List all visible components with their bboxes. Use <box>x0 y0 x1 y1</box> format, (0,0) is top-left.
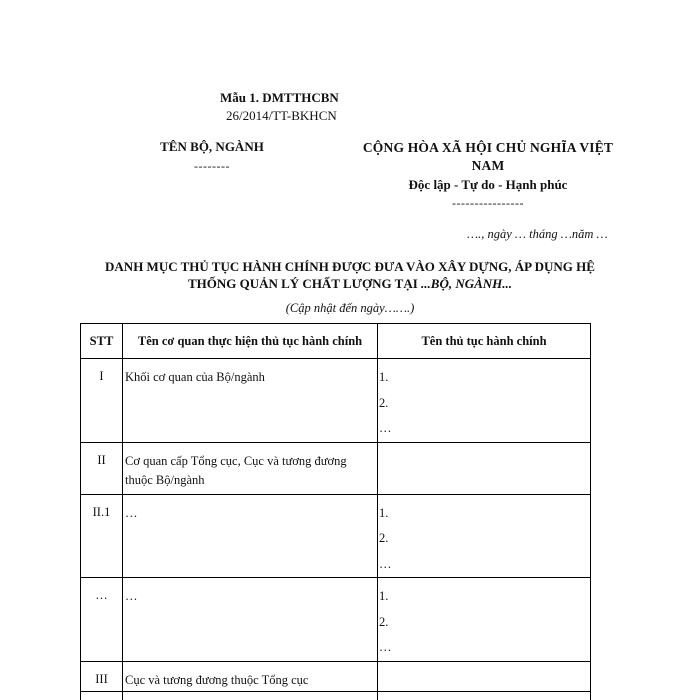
procedure-cell <box>378 359 591 443</box>
table-row <box>81 442 591 494</box>
procedure-item: 1. <box>379 505 389 520</box>
header-stt: STT <box>81 324 123 359</box>
table-row <box>81 691 591 700</box>
procedure-item: 1. <box>379 370 389 384</box>
date-line: …., ngày … tháng …năm … <box>467 227 608 241</box>
form-code: Mẫu 1. DMTTHCBN <box>220 90 339 105</box>
ministry-divider: -------- <box>194 159 230 173</box>
procedure-item: … <box>379 421 392 435</box>
title-line-2-italic: ...BỘ, NGÀNH... <box>421 276 513 291</box>
procedure-table <box>80 323 591 700</box>
agency-cell <box>123 691 378 700</box>
title-line-2 <box>80 275 620 292</box>
republic-name: CỘNG HÒA XÃ HỘI CHỦ NGHĨA VIỆT NAM <box>362 140 614 173</box>
procedure-item: … <box>379 556 392 571</box>
procedure-cell <box>378 691 591 700</box>
stt-cell: … <box>81 578 123 662</box>
table-row <box>81 661 591 691</box>
procedure-cell <box>378 494 591 578</box>
agency-cell: Cơ quan cấp Tổng cục, Cục và tương đương thuộc Bộ/ngành <box>123 442 378 494</box>
stt-cell: I <box>81 359 123 443</box>
agency-cell: Khối cơ quan của Bộ/ngành <box>123 359 378 443</box>
stt-cell: II <box>81 442 123 494</box>
document-subtitle: (Cập nhật đến ngày…….) <box>285 301 415 315</box>
procedure-cell <box>378 442 591 494</box>
ministry-block <box>150 139 274 174</box>
document-title <box>80 258 620 292</box>
procedure-cell <box>378 578 591 662</box>
table-row <box>81 494 591 578</box>
title-line-1: DANH MỤC THỦ TỤC HÀNH CHÍNH ĐƯỢC ĐƯA VÀO XÂY DỰNG, ÁP DỤNG HỆ <box>105 259 595 274</box>
procedure-item: 2. <box>379 614 389 629</box>
agency-cell: Cục và tương đương thuộc Tổng cục <box>123 661 378 691</box>
header-procedure: Tên thủ tục hành chính <box>378 324 591 359</box>
agency-cell: … <box>123 578 378 662</box>
title-line-2-prefix: THỐNG QUẢN LÝ CHẤT LƯỢNG TẠI <box>187 276 422 291</box>
circular-reference: 26/2014/TT-BKHCN <box>226 108 337 123</box>
stt-cell: III <box>81 661 123 691</box>
table-row <box>81 359 591 443</box>
procedure-item: … <box>379 640 392 654</box>
agency-cell: … <box>123 494 378 578</box>
republic-block <box>355 139 621 211</box>
table-row <box>81 578 591 662</box>
motto-divider: ---------------- <box>452 196 524 210</box>
procedure-item: 1. <box>379 589 389 603</box>
table-header-row <box>81 324 591 359</box>
procedure-item: 2. <box>379 531 389 545</box>
national-motto: Độc lập - Tự do - Hạnh phúc <box>408 177 568 192</box>
stt-cell <box>81 691 123 700</box>
header-agency: Tên cơ quan thực hiện thủ tục hành chính <box>123 324 378 359</box>
ministry-name: TÊN BỘ, NGÀNH <box>160 139 264 154</box>
stt-cell: II.1 <box>81 494 123 578</box>
procedure-cell <box>378 661 591 691</box>
procedure-item: 2. <box>379 395 389 410</box>
